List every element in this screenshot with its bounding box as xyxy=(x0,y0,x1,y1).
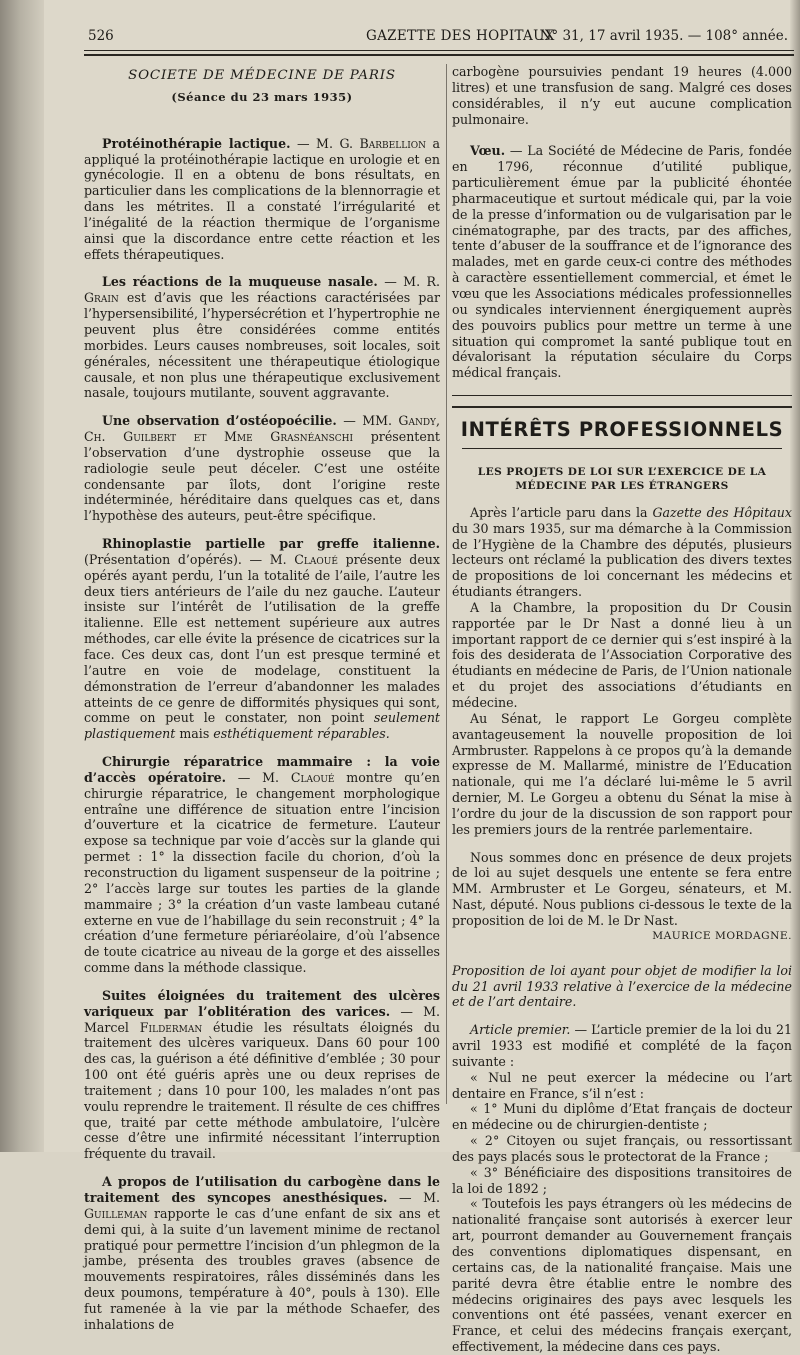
proposition-title: Proposition de loi ayant pour objet de modifier la loi du 21 avril 1933 relative à l’exercice de la médecine et de l’art dentaire. xyxy=(452,962,792,1010)
running-header xyxy=(88,26,788,50)
law-quote: « 3° Bénéficiaire des dispositions transitoires de la loi de 1892 ; xyxy=(452,1164,792,1196)
report-carbogene-continued: carbogène poursuivies pendant 19 heures (4.000 litres) et une transfusion de sang. Malgré ces doses considérables, il n’y eut aucune complication pulmonaire. xyxy=(452,64,792,127)
author-signature: MAURICE MORDAGNE. xyxy=(652,929,792,942)
session-date: (Séance du 23 mars 1935) xyxy=(171,89,353,104)
article-title: LES PROJETS DE LOI SUR L’EXERCICE DE LA MÉDECINE PAR LES ÉTRANGERS xyxy=(477,465,767,492)
section-title: INTÉRÊTS PROFESSIONNELS xyxy=(460,418,784,442)
society-title: SOCIETE DE MÉDECINE DE PARIS xyxy=(128,68,396,83)
report-title: Chirurgie réparatrice mammaire : la voie d’accès opératoire. xyxy=(84,754,440,785)
report-ulceres-variqueux: Suites éloignées du traitement des ulcères variqueux par l’oblitération des varices. — M. Marcel Filderman étudie les résultats éloignés du traitement des ulcères variqueux. Dans 60 pour 100 des cas, la guérison a été définitive d’emblée ; 30 pour 100 ont été guéris après une ou deux reprises de traitement ; dans 10 pour 100, les malades n’ont pas voulu reprendre le traitement. Il résulte de ces chiffres que, traité par cette méthode ambulatoire, l’ulcère cesse d’être une infirmité nécessitant l’interruption fréquente du travail. xyxy=(84,987,440,1162)
report-muqueuse-nasale: Les réactions de la muqueuse nasale. — M. R. Grain est d’avis que les réactions caractérisées par l’hypersensibilité, l’hypersécrétion et l’hypertrophie ne peuvent plus être considérées comme entités morbides. Leurs causes nombreuses, soit locales, soit générales, nécessitent une thérapeutique étiologique causale, et non plus une thérapeutique exclusivement nasale, toujours mutilante, souvent aggravante. xyxy=(84,274,440,401)
article-paragraph: A la Chambre, la proposition du Dr Cousin rapportée par le Dr Nast a donné lieu à un important rapport de ce dernier qui s’est inspiré à la fois des desiderata de l’Association Corporative des étudiants en médecine de Paris, de l’Union nationale et du projet des associations d’étudiants en médecine. xyxy=(452,599,792,710)
article-paragraph: Nous sommes donc en présence de deux projets de loi au sujet desquels une entente se fera entre MM. Armbruster et Le Gorgeu, sénateurs, et M. Nast, député. Nous publions ci-dessous le texte de la proposition de loi de M. le Dr Nast. xyxy=(452,849,792,928)
report-rhinoplastie: Rhinoplastie partielle par greffe italienne. (Présentation d’opérés). — M. Claoué présente deux opérés ayant perdu, l’un la totalité de l’aile, l’autre les deux tiers antérieurs de l’aile du nez gauche. L’auteur insiste sur l’intérêt de l’utilisation de la greffe italienne. Elle est nettement supérieure aux autres méthodes, car elle évite la présence de cicatrices sur la face. Ces deux cas, dont l’un est presque terminé et l’autre en voie de modelage, constituent la démonstration de l’erreur d’abandonner les malades atteints de ce genre de difformités physiques qui sont, comme on peut le constater, non point seulement plastiquement mais esthétiquement réparables. xyxy=(84,536,441,742)
report-title: Une observation d’ostéopoécilie. xyxy=(102,413,337,429)
page-binding-shadow xyxy=(0,0,44,1152)
voeu-paragraph: Vœu. — La Société de Médecine de Paris, fondée en 1796, réconnue d’utilité publique, particulièrement émue par la publicité éhontée pharmaceutique et surtout médicale qui, par la voie de la presse d’information ou de vulgarisation par le cinématographe, par des tracts, par des affiches, tente d’abuser de la souffrance et de l’ignorance des malades, met en garde ceux-ci contre des méthodes à caractère essentiellement commercial, et émet le vœu que les Associations médicales professionnelles ou syndicales interviennent énergiquement auprès des pouvoirs publics pour mettre un terme à une situation qui compromet la santé publique tout en dévalorisant la réputation séculaire du Corps médical français. xyxy=(452,143,792,381)
page-number: 526 xyxy=(88,28,114,44)
journal-name: GAZETTE DES HOPITAUX xyxy=(366,28,555,44)
section-separator xyxy=(452,395,792,408)
article-paragraph: Au Sénat, le rapport Le Gorgeu complète avantageusement la nouvelle proposition de loi Armbruster. Rappelons à ce propos qu’à la demande expresse de M. Mallarmé, ministre de l’Education nationale, qui me l’a déclaré lui-même le 5 avril dernier, M. Le Gorgeu a obtenu du Sénat la mise à l’ordre du jour de la discussion de son rapport pour les premiers jours de la rentrée parlementaire. xyxy=(452,710,792,837)
report-author: Claoué xyxy=(294,551,338,567)
report-author: Guilleman xyxy=(84,1205,148,1221)
report-author: Claoué xyxy=(290,769,335,785)
report-title: A propos de l’utilisation du carbogène dans le traitement des syncopes anesthésiques. xyxy=(84,1174,440,1205)
report-title: Les réactions de la muqueuse nasale. xyxy=(102,274,378,290)
report-osteopoecilie: Une observation d’ostéopoécilie. — MM. Gandy, Ch. Guilbert et Mme Grasnéanschi présentent l’observation d’une dystrophie osseuse que la radiologie seule peut déceler. C’est une ostéite condensante par îlots, dont l’origine reste indéterminée, héréditaire dans quelques cas et, dans l’hypothèse des auteurs, peut-être spécifique. xyxy=(84,413,440,524)
law-quote: « 1° Muni du diplôme d’Etat français de docteur en médecine ou de chirurgien-dentiste ; xyxy=(452,1101,792,1133)
law-quote: « Toutefois les pays étrangers où les médecins de nationalité française sont autorisés à exercer leur art, pourront demander au Gouvernement français des conventions diplomatiques dispensant, en certains cas, de la nationalité française. Mais une parité devra être établie entre le nombre des médecins originaires des pays avec lesquels les conventions ont été passées, venant exercer en France, et celui des médecins français exerçant, effectivement, la médecine dans ces pays. xyxy=(452,1196,792,1355)
report-title: Rhinoplastie partielle par greffe italienne. xyxy=(102,536,440,552)
report-carbogene: A propos de l’utilisation du carbogène dans le traitement des syncopes anesthésiques. — M. Guilleman rapporte le cas d’une enfant de six ans et demi qui, à la suite d’un lavement minime de rectanol pratiqué pour permettre l’incision d’un phlegmon de la jambe, présenta des troubles graves (absence de mouvements respiratoires, râles disséminés dans les deux poumons, température à 40°, pouls à 130). Elle fut ramenée à la vie par la méthode Schaefer, des inhalations de xyxy=(84,1174,441,1332)
journal-reference: Gazette des Hôpitaux xyxy=(652,504,792,520)
column-divider xyxy=(446,64,447,1104)
report-author: Filderman xyxy=(139,1019,203,1035)
report-chirurgie-mammaire: Chirurgie réparatrice mammaire : la voie d’accès opératoire. — M. Claoué montre qu’en chirurgie réparatrice, le changement morphologique entraîne une différence de situation entre l’incision d’ouverture et la cicatrice de fermeture. L’auteur expose sa technique par voie d’accès sur la glande qui permet : 1° la dissection facile du chorion, d’où la reconstruction du ligament suspenseur de la poitrine ; 2° l’accès large sur toutes les parties de la glande mammaire ; 3° la création d’un vaste lambeau cutané externe en vue de l’habillage du sein reconstruit ; 4° la création d’une fermeture périaréolaire, d’où l’absence de toute cicatrice au niveau de la gorge et des aisselles comme dans la méthode classique. xyxy=(84,754,440,976)
header-rule-thick xyxy=(84,54,794,56)
issue-info: N° 31, 17 avril 1935. — 108° année. xyxy=(539,28,788,44)
header-rule xyxy=(84,50,794,51)
report-author: G. Barbellion xyxy=(339,135,427,151)
report-title: Suites éloignées du traitement des ulcères variqueux par l’oblitération des varices. xyxy=(84,987,440,1019)
voeu-title: Vœu. xyxy=(470,143,506,159)
right-column xyxy=(452,64,792,1355)
report-author: R. Grain xyxy=(84,274,440,306)
report-title: Protéinothérapie lactique. xyxy=(102,135,291,151)
report-author: Gandy, Ch. Guilbert et Mme Grasnéanschi xyxy=(84,413,440,445)
law-quote: « Nul ne peut exercer la médecine ou l’art dentaire en France, s’il n’est : xyxy=(452,1069,792,1101)
report-proteinotherapie: Protéinothérapie lactique. — M. G. Barbellion a appliqué la protéinothérapie lactique en urologie et en gynécologie. Il en a obtenu de bons résultats, en particulier dans les complications de la blennorragie et dans les métrites. Il a constaté l’irrégularité et l’inégalité de la réaction thermique de l’organisme ainsi que la discordance entre cette réaction et les effets thérapeutiques. xyxy=(84,135,441,262)
section-underline xyxy=(462,448,782,449)
article-paragraph: Après l’article paru dans la Gazette des Hôpitaux du 30 mars 1935, sur ma démarche à la Commission de l’Hygiène de la Chambre des députés, plusieurs lecteurs ont réclamé la publication des divers textes de propositions de loi concernant les médecins et étudiants étrangers. xyxy=(452,504,792,600)
article-premier: Article premier. — L’article premier de la loi du 21 avril 1933 est modifié et complété de la façon suivante : xyxy=(452,1022,792,1069)
left-column xyxy=(84,64,440,1333)
law-quote: « 2° Citoyen ou sujet français, ou ressortissant des pays placés sous le protectorat de la France ; xyxy=(452,1133,792,1164)
